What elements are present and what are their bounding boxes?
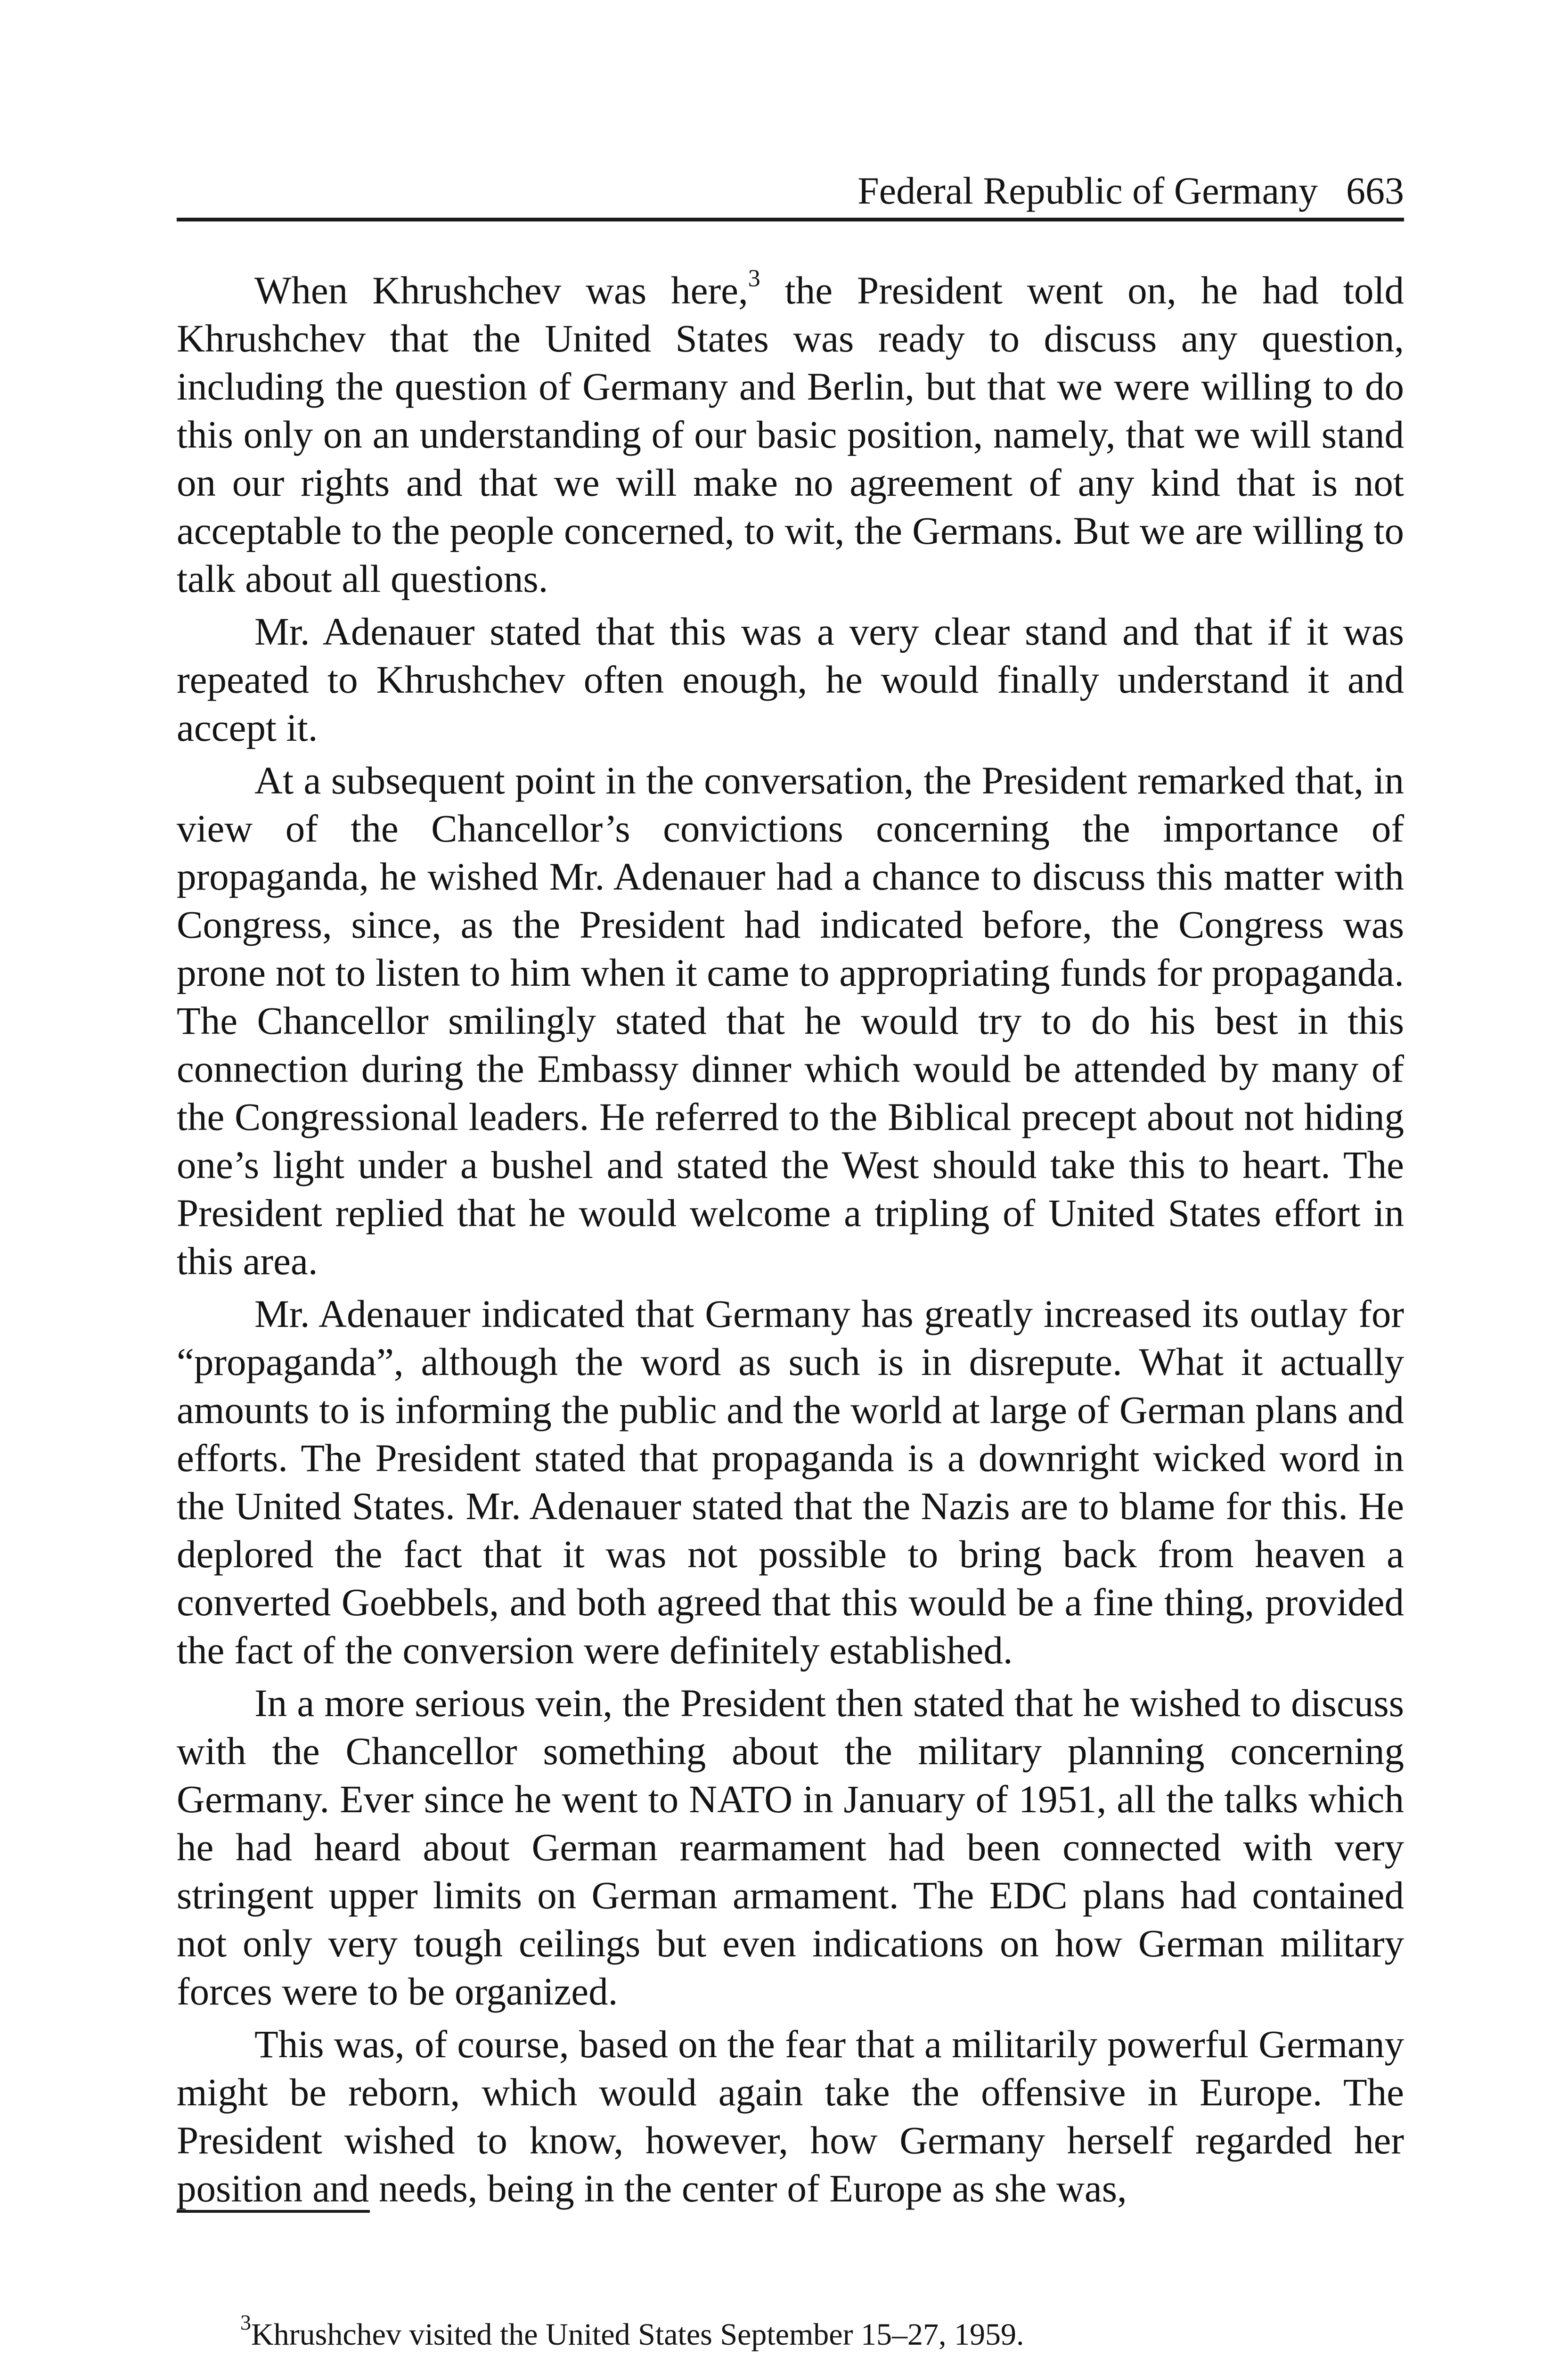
footnote-reference: 3 (748, 265, 760, 292)
footnote (240, 2310, 1024, 2356)
paragraph-6: This was, of course, based on the fear that a militarily powerful Germany might be reborn, which would again take the offensive in Europe. The President wished to know, however, how Germany herself regarded her position and needs, being in the center of Europe as she was, (177, 2022, 1404, 2210)
paragraph-3: At a subsequent point in the conversation, the President remarked that, in view of the Chancellor’s convictions concerning the importance of propaganda, he wished Mr. Adenauer had a chance to discuss this matter with Congress, since, as the President had indicated before, the Congress was prone not to listen to him when it came to appropriating funds for propaganda. The Chancellor smilingly stated that he would try to do his best in this connection during the Embassy dinner which would be attended by many of the Congressional leaders. He referred to the Biblical precept about not hiding one’s light under a bushel and stated the West should take this to heart. The President replied that he would welcome a tripling of United States effort in this area. (177, 759, 1404, 1283)
running-head-title: Federal Republic of Germany (858, 169, 1318, 212)
paragraph-4: Mr. Adenauer indicated that Germany has greatly increased its outlay for “propaganda”, although the word as such is in disrepute. What it actually amounts to is informing the public and the world at large of German plans and efforts. The President stated that propaganda is a downright wicked word in the United States. Mr. Adenauer stated that the Nazis are to blame for this. He deplored the fact that it was not possible to bring back from heaven a converted Goebbels, and both agreed that this would be a fine thing, provided the fact of the conversion were definitely established. (177, 1292, 1404, 1672)
footnote-text: Khrushchev visited the United States September 15–27, 1959. (251, 2317, 1024, 2352)
paragraph-1 (177, 266, 1404, 603)
footnote-rule (177, 2210, 370, 2213)
page-number: 663 (1346, 169, 1404, 212)
paragraph-1-rest: the President went on, he had told Khrushchev that the United States was ready to discuss any question, including the question of Germany and Berlin, but that we were willing to do this only on an understanding of our basic position, namely, that we will stand on our rights and that we will make no agreement of any kind that is not acceptable to the people concerned, to wit, the Germans. But we are willing to talk about all questions. (177, 269, 1405, 600)
footnote-mark: 3 (240, 2310, 251, 2334)
paragraph-2: Mr. Adenauer stated that this was a very clear stand and that if it was repeated to Khrushchev often enough, he would finally understand it and accept it. (177, 610, 1404, 749)
paragraph-1-lead: When Khrushchev was here, (254, 269, 748, 312)
paragraph-5: In a more serious vein, the President then stated that he wished to discuss with the Chancellor something about the military planning concerning Germany. Ever since he went to NATO in January of 1951, all the talks which he had heard about German rearmament had been connected with very stringent upper limits on German armament. The EDC plans had contained not only very tough ceilings but even indications on how German military forces were to be organized. (177, 1681, 1404, 2013)
body-text (177, 266, 1404, 2217)
running-head (177, 165, 1404, 217)
header-rule (177, 218, 1404, 221)
